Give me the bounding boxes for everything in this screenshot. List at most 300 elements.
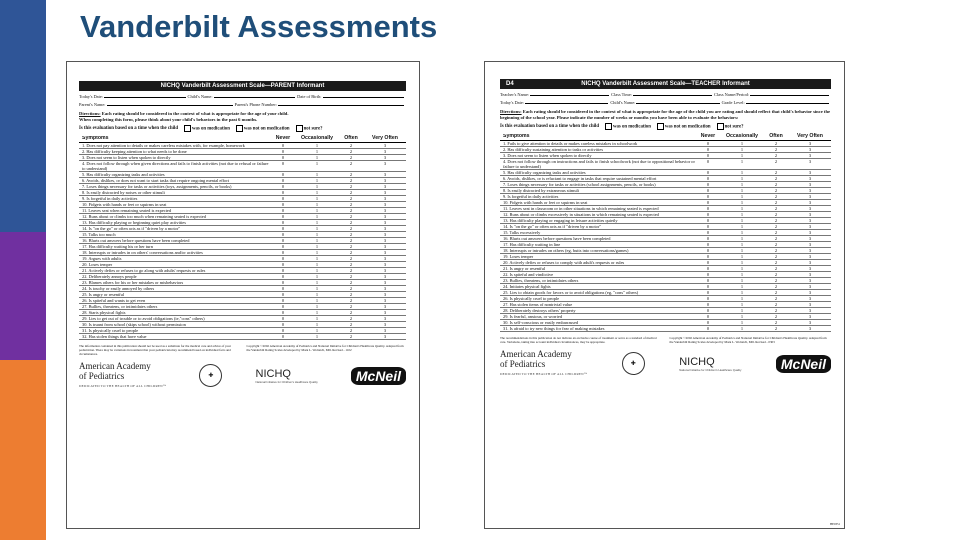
rating-option[interactable]: 2 — [349, 310, 353, 316]
symptom-text: 31. Is physically cruel to people — [82, 328, 139, 334]
rating-option[interactable]: 2 — [349, 262, 353, 268]
rating-option[interactable]: 3 — [808, 236, 812, 242]
rating-option[interactable]: 2 — [774, 236, 778, 242]
checkbox-not-sure[interactable] — [296, 125, 303, 132]
rating-option[interactable]: 2 — [774, 278, 778, 284]
rating-option[interactable]: 3 — [383, 172, 387, 178]
rating-option[interactable]: 3 — [383, 280, 387, 286]
rating-option[interactable]: 1 — [740, 314, 744, 320]
rating-option[interactable]: 2 — [349, 280, 353, 286]
rating-option[interactable]: 1 — [315, 161, 319, 167]
rating-option[interactable]: 1 — [315, 280, 319, 286]
rating-option[interactable]: 0 — [281, 143, 285, 149]
rating-option[interactable]: 0 — [281, 322, 285, 328]
symptom-text: 5. Has difficulty organizing tasks and activities — [82, 172, 165, 178]
rating-option[interactable]: 1 — [315, 334, 319, 340]
rating-option[interactable]: 0 — [706, 153, 710, 159]
rating-option[interactable]: 1 — [315, 316, 319, 322]
rating-option[interactable]: 1 — [740, 272, 744, 278]
rating-option[interactable]: 3 — [808, 218, 812, 224]
checkbox-on-medication[interactable] — [605, 123, 612, 130]
rating-option[interactable]: 3 — [383, 268, 387, 274]
symptom-text: 5. Has difficulty organizing tasks and activities — [503, 170, 586, 176]
rating-option[interactable]: 3 — [808, 254, 812, 260]
rating-option[interactable]: 1 — [740, 248, 744, 254]
rating-option[interactable]: 0 — [281, 316, 285, 322]
rating-option[interactable]: 3 — [808, 248, 812, 254]
symptom-text: 2. Has difficulty sustaining attention to tasks or activities — [503, 147, 604, 153]
rating-option[interactable]: 1 — [740, 302, 744, 308]
symptom-text: 29. Lies to get out of trouble or to avoid obligations (ie,"cons" others) — [82, 316, 205, 322]
symptom-text: 20. Loses temper — [82, 262, 113, 268]
rating-option[interactable]: 3 — [383, 178, 387, 184]
rating-option[interactable]: 1 — [315, 143, 319, 149]
rating-option[interactable]: 2 — [349, 172, 353, 178]
rating-option[interactable]: 1 — [740, 236, 744, 242]
rating-option[interactable]: 0 — [706, 254, 710, 260]
rating-option[interactable]: 0 — [281, 286, 285, 292]
rating-option[interactable]: 3 — [808, 290, 812, 296]
rating-option[interactable]: 3 — [808, 326, 812, 332]
symptom-text: 22. Deliberately annoys people — [82, 274, 137, 280]
teacher-symptoms-header: Symptoms Never Occasionally Often Very Often — [500, 134, 831, 141]
rating-option[interactable]: 2 — [774, 224, 778, 230]
rating-option[interactable]: 1 — [740, 147, 744, 153]
rating-option[interactable]: 0 — [281, 274, 285, 280]
rating-option[interactable]: 0 — [281, 310, 285, 316]
rating-option[interactable]: 2 — [349, 202, 353, 208]
rating-option[interactable]: 2 — [774, 248, 778, 254]
rating-option[interactable]: 0 — [706, 141, 710, 147]
rating-option[interactable]: 1 — [315, 238, 319, 244]
rating-option[interactable]: 0 — [706, 278, 710, 284]
rating-option[interactable]: 1 — [315, 208, 319, 214]
rating-option[interactable]: 2 — [349, 268, 353, 274]
rating-option[interactable]: 0 — [281, 208, 285, 214]
rating-option[interactable]: 3 — [383, 220, 387, 226]
rating-option[interactable]: 2 — [349, 238, 353, 244]
rating-option[interactable]: 2 — [774, 230, 778, 236]
rating-option[interactable]: 0 — [281, 226, 285, 232]
rating-option[interactable]: 0 — [281, 232, 285, 238]
rating-option[interactable]: 3 — [383, 334, 387, 340]
rating-option[interactable]: 2 — [349, 196, 353, 202]
rating-option[interactable]: 2 — [774, 284, 778, 290]
rating-option[interactable]: 3 — [383, 196, 387, 202]
rating-option[interactable]: 3 — [808, 230, 812, 236]
rating-option[interactable]: 3 — [383, 184, 387, 190]
rating-option[interactable]: 0 — [706, 320, 710, 326]
rating-option[interactable]: 1 — [315, 172, 319, 178]
rating-option[interactable]: 0 — [706, 302, 710, 308]
rating-option[interactable]: 3 — [808, 260, 812, 266]
rating-option[interactable]: 3 — [808, 278, 812, 284]
rating-option[interactable]: 2 — [349, 298, 353, 304]
rating-option[interactable]: 3 — [383, 298, 387, 304]
rating-option[interactable]: 0 — [281, 161, 285, 167]
rating-option[interactable]: 3 — [808, 188, 812, 194]
rating-option[interactable]: 3 — [383, 274, 387, 280]
rating-option[interactable]: 2 — [774, 272, 778, 278]
symptom-text: 25. Is angry or resentful — [82, 292, 125, 298]
rating-option[interactable]: 2 — [349, 149, 353, 155]
rating-option[interactable]: 2 — [349, 190, 353, 196]
parent-footer: The information contained in this publication should not be used as a substitute for the medical care and advice of your pediatrician. There may be variations in treatment that your pediatrician may recommend based on individual facts and circumstances. Copyright ©2002 American Academy of Pediatrics and National Initiative for Children's Healthcare Quality. Adapted from the Vanderbilt Rating Scales developed by Mark L. Wolraich, MD. Revised - 1102 — [79, 344, 404, 356]
rating-option[interactable]: 1 — [315, 220, 319, 226]
rating-option[interactable]: 3 — [808, 266, 812, 272]
rating-option[interactable]: 2 — [774, 302, 778, 308]
rating-option[interactable]: 2 — [349, 220, 353, 226]
rating-option[interactable]: 2 — [774, 159, 778, 165]
rating-option[interactable]: 3 — [383, 316, 387, 322]
rating-option[interactable]: 3 — [808, 242, 812, 248]
rating-option[interactable]: 0 — [281, 184, 285, 190]
rating-option[interactable]: 2 — [774, 194, 778, 200]
teacher-symptom-list — [500, 141, 831, 332]
rating-option[interactable]: 0 — [281, 155, 285, 161]
rating-option[interactable]: 3 — [808, 224, 812, 230]
rating-option[interactable]: 2 — [349, 328, 353, 334]
rating-option[interactable]: 0 — [706, 272, 710, 278]
rating-option[interactable]: 2 — [774, 176, 778, 182]
rating-option[interactable]: 3 — [808, 153, 812, 159]
rating-option[interactable]: 1 — [740, 218, 744, 224]
rating-option[interactable]: 3 — [383, 214, 387, 220]
symptom-text: 17. Has difficulty waiting in line — [503, 242, 561, 248]
rating-option[interactable]: 2 — [774, 290, 778, 296]
rating-option[interactable]: 3 — [808, 159, 812, 165]
rating-option[interactable]: 1 — [740, 320, 744, 326]
symptom-text: 21. Actively defies or refuses to go along with adults' requests or rules — [82, 268, 206, 274]
rating-option[interactable]: 1 — [315, 214, 319, 220]
symptom-text: 21. Is angry or resentful — [503, 266, 546, 272]
rating-option[interactable]: 1 — [315, 256, 319, 262]
rating-option[interactable]: 0 — [706, 242, 710, 248]
rating-option[interactable]: 2 — [774, 326, 778, 332]
rating-option[interactable]: 1 — [315, 149, 319, 155]
rating-option[interactable]: 3 — [808, 314, 812, 320]
rating-option[interactable]: 1 — [740, 182, 744, 188]
rating-option[interactable]: 2 — [774, 200, 778, 206]
rating-option[interactable]: 3 — [383, 190, 387, 196]
rating-option[interactable]: 2 — [349, 178, 353, 184]
rating-option[interactable]: 2 — [349, 226, 353, 232]
rating-option[interactable]: 0 — [281, 220, 285, 226]
rating-option[interactable]: 0 — [706, 314, 710, 320]
rating-option[interactable]: 1 — [740, 284, 744, 290]
rating-option[interactable]: 1 — [315, 196, 319, 202]
rating-option[interactable]: 3 — [808, 296, 812, 302]
rating-option[interactable]: 1 — [740, 170, 744, 176]
symptom-text: 19. Argues with adults — [82, 256, 122, 262]
rating-option[interactable]: 3 — [383, 292, 387, 298]
rating-option[interactable]: 0 — [281, 250, 285, 256]
rating-option[interactable]: 0 — [281, 238, 285, 244]
rating-option[interactable]: 2 — [774, 260, 778, 266]
rating-option[interactable]: 1 — [740, 153, 744, 159]
symptom-text: 7. Loses things necessary for tasks or activities (toys, assignments, pencils, or books) — [82, 184, 232, 190]
symptom-text: 23. Blames others for his or her mistakes or misbehaviors — [82, 280, 184, 286]
rating-option[interactable]: 2 — [774, 170, 778, 176]
rating-option[interactable]: 3 — [383, 304, 387, 310]
rating-option[interactable]: 3 — [383, 232, 387, 238]
rating-option[interactable]: 2 — [774, 141, 778, 147]
rating-option[interactable]: 0 — [706, 266, 710, 272]
rating-option[interactable]: 1 — [740, 290, 744, 296]
rating-option[interactable]: 1 — [315, 262, 319, 268]
rating-option[interactable]: 2 — [349, 214, 353, 220]
rating-option[interactable]: 3 — [383, 155, 387, 161]
symptom-text: 19. Loses temper — [503, 254, 534, 260]
rating-option[interactable]: 0 — [281, 178, 285, 184]
rating-option[interactable]: 2 — [774, 206, 778, 212]
rating-option[interactable]: 2 — [349, 286, 353, 292]
rating-option[interactable]: 2 — [774, 308, 778, 314]
rating-option[interactable]: 2 — [349, 322, 353, 328]
rating-option[interactable]: 2 — [774, 314, 778, 320]
symptom-row — [79, 161, 406, 172]
rating-option[interactable]: 1 — [740, 159, 744, 165]
checkbox-not-sure[interactable] — [717, 123, 724, 130]
checkbox-not-on-medication[interactable] — [657, 123, 664, 130]
rating-option[interactable]: 3 — [808, 272, 812, 278]
rating-option[interactable]: 2 — [774, 153, 778, 159]
rating-option[interactable]: 0 — [706, 159, 710, 165]
rating-option[interactable]: 0 — [706, 212, 710, 218]
rating-option[interactable]: 0 — [706, 176, 710, 182]
rating-option[interactable]: 3 — [808, 176, 812, 182]
teacher-form — [484, 61, 845, 529]
rating-option[interactable]: 3 — [383, 250, 387, 256]
rating-option[interactable]: 1 — [740, 141, 744, 147]
symptom-text: 17. Has difficulty waiting his or her turn — [82, 244, 153, 250]
rating-option[interactable]: 2 — [774, 242, 778, 248]
rating-option[interactable]: 1 — [315, 322, 319, 328]
rating-option[interactable]: 2 — [349, 292, 353, 298]
rating-option[interactable]: 1 — [315, 274, 319, 280]
rating-option[interactable]: 0 — [706, 188, 710, 194]
rating-option[interactable]: 0 — [281, 298, 285, 304]
rating-option[interactable]: 0 — [706, 170, 710, 176]
rating-option[interactable]: 3 — [383, 256, 387, 262]
teacher-footer: The recommendations in this publication do not indicate an exclusive course of treatment or serve as a standard of medical care. Variations, taking into account individual circumstances, may be appropriate. Copyright ©2002 American Academy of Pediatrics and National Initiative for Children's Healthcare Quality. Adapted from the Vanderbilt Rating Scales developed by Mark L. Wolraich, MD. Revised - 0303 — [500, 336, 827, 344]
symptom-text: 3. Does not seem to listen when spoken to directly — [82, 155, 171, 161]
symptom-text: 10. Fidgets with hands or feet or squirms in seat — [82, 202, 167, 208]
rating-option[interactable]: 2 — [349, 161, 353, 167]
rating-option[interactable]: 1 — [740, 296, 744, 302]
rating-option[interactable]: 0 — [706, 224, 710, 230]
rating-option[interactable]: 0 — [706, 248, 710, 254]
symptom-text: 4. Does not follow through when given directions and fails to finish activities (not due to refusal or failure to understand) — [82, 161, 269, 172]
rating-option[interactable]: 0 — [706, 290, 710, 296]
symptom-text: 16. Blurts out answers before questions have been completed — [82, 238, 190, 244]
rating-option[interactable]: 3 — [383, 202, 387, 208]
rating-option[interactable]: 0 — [706, 200, 710, 206]
rating-option[interactable]: 3 — [383, 262, 387, 268]
rating-option[interactable]: 3 — [383, 143, 387, 149]
rating-option[interactable]: 1 — [740, 254, 744, 260]
symptom-text: 22. Is spiteful and vindictive — [503, 272, 554, 278]
rating-option[interactable]: 0 — [706, 218, 710, 224]
rating-option[interactable]: 3 — [383, 238, 387, 244]
symptom-text: 23. Bullies, threatens, or intimidates others — [503, 278, 579, 284]
rating-option[interactable]: 2 — [349, 256, 353, 262]
rating-option[interactable]: 3 — [808, 206, 812, 212]
rating-option[interactable]: 1 — [315, 286, 319, 292]
rating-option[interactable]: 0 — [281, 196, 285, 202]
parent-info-row-1: Today's Date: Child's Name: Date of Birth: — [79, 94, 406, 99]
rating-option[interactable]: 1 — [740, 242, 744, 248]
rating-option[interactable]: 0 — [281, 256, 285, 262]
rating-option[interactable]: 3 — [808, 182, 812, 188]
rating-option[interactable]: 3 — [383, 226, 387, 232]
rating-option[interactable]: 0 — [281, 202, 285, 208]
rating-option[interactable]: 0 — [706, 308, 710, 314]
rating-option[interactable]: 1 — [315, 190, 319, 196]
rating-option[interactable]: 0 — [706, 194, 710, 200]
rating-option[interactable]: 2 — [349, 232, 353, 238]
symptom-text: 28. Deliberately destroys others' property — [503, 308, 576, 314]
rating-option[interactable]: 0 — [281, 334, 285, 340]
rating-option[interactable]: 0 — [281, 268, 285, 274]
rating-option[interactable]: 3 — [808, 141, 812, 147]
symptom-text: 12. Runs about or climbs too much when remaining seated is expected — [82, 214, 206, 220]
rating-option[interactable]: 0 — [281, 280, 285, 286]
rating-option[interactable]: 3 — [808, 200, 812, 206]
rating-option[interactable]: 2 — [349, 274, 353, 280]
rating-option[interactable]: 0 — [281, 149, 285, 155]
rating-option[interactable]: 1 — [315, 232, 319, 238]
rating-option[interactable]: 2 — [349, 155, 353, 161]
rating-option[interactable]: 1 — [315, 292, 319, 298]
rating-option[interactable]: 1 — [315, 304, 319, 310]
rating-option[interactable]: 3 — [808, 147, 812, 153]
rating-option[interactable]: 1 — [740, 194, 744, 200]
symptom-text: 27. Bullies, threatens, or intimidates others — [82, 304, 158, 310]
rating-option[interactable]: 1 — [740, 176, 744, 182]
rating-option[interactable]: 3 — [808, 194, 812, 200]
rating-option[interactable]: 1 — [315, 202, 319, 208]
rating-option[interactable]: 0 — [281, 244, 285, 250]
symptom-text: 28. Starts physical fights — [82, 310, 126, 316]
rating-option[interactable]: 1 — [315, 178, 319, 184]
rating-option[interactable]: 2 — [774, 182, 778, 188]
rating-option[interactable]: 3 — [808, 170, 812, 176]
symptom-text: 8. Is easily distracted by noises or other stimuli — [82, 190, 165, 196]
rating-option[interactable]: 0 — [281, 172, 285, 178]
rating-option[interactable]: 1 — [740, 188, 744, 194]
rating-option[interactable]: 2 — [774, 212, 778, 218]
mcneil-logo: McNeil — [351, 367, 406, 385]
rating-option[interactable]: 1 — [740, 308, 744, 314]
rating-option[interactable]: 1 — [740, 206, 744, 212]
rating-option[interactable]: 0 — [706, 284, 710, 290]
rating-option[interactable]: 2 — [774, 254, 778, 260]
parent-symptoms-header: Symptoms Never Occasionally Often Very Often — [79, 136, 406, 143]
rating-option[interactable]: 3 — [808, 308, 812, 314]
symptom-text: 2. Has difficulty keeping attention to what needs to be done — [82, 149, 187, 155]
rating-option[interactable]: 3 — [808, 320, 812, 326]
rating-option[interactable]: 3 — [383, 310, 387, 316]
rating-option[interactable]: 0 — [281, 304, 285, 310]
rating-option[interactable]: 2 — [349, 143, 353, 149]
rating-option[interactable]: 1 — [740, 230, 744, 236]
rating-option[interactable]: 1 — [740, 278, 744, 284]
rating-option[interactable]: 0 — [706, 236, 710, 242]
rating-option[interactable]: 1 — [315, 155, 319, 161]
page-code: HE0351 — [830, 522, 840, 526]
rating-option[interactable]: 1 — [740, 326, 744, 332]
rating-option[interactable]: 1 — [315, 226, 319, 232]
rating-option[interactable]: 1 — [315, 328, 319, 334]
rating-option[interactable]: 1 — [740, 260, 744, 266]
rating-option[interactable]: 2 — [349, 334, 353, 340]
symptom-row — [500, 326, 831, 332]
rating-option[interactable]: 3 — [383, 161, 387, 167]
rating-option[interactable]: 3 — [383, 149, 387, 155]
rating-option[interactable]: 1 — [315, 250, 319, 256]
rating-option[interactable]: 2 — [774, 188, 778, 194]
teacher-info-row-2: Today's Date: Child's Name: Grade Level: — [500, 100, 831, 105]
rating-option[interactable]: 2 — [349, 208, 353, 214]
aap-seal-icon: ✚ — [199, 364, 222, 387]
rating-option[interactable]: 2 — [774, 147, 778, 153]
rating-option[interactable]: 1 — [740, 212, 744, 218]
rating-option[interactable]: 0 — [706, 296, 710, 302]
rating-option[interactable]: 2 — [774, 296, 778, 302]
rating-option[interactable]: 2 — [774, 266, 778, 272]
rating-option[interactable]: 1 — [315, 268, 319, 274]
rating-option[interactable]: 3 — [383, 208, 387, 214]
rating-option[interactable]: 1 — [740, 266, 744, 272]
rating-option[interactable]: 0 — [706, 230, 710, 236]
rating-option[interactable]: 2 — [349, 304, 353, 310]
accent-bar-blue — [0, 0, 46, 232]
rating-option[interactable]: 1 — [315, 310, 319, 316]
rating-option[interactable]: 3 — [383, 328, 387, 334]
rating-option[interactable]: 0 — [281, 292, 285, 298]
rating-option[interactable]: 0 — [281, 214, 285, 220]
rating-option[interactable]: 0 — [706, 326, 710, 332]
rating-option[interactable]: 1 — [315, 184, 319, 190]
rating-option[interactable]: 3 — [383, 286, 387, 292]
rating-option[interactable]: 3 — [808, 284, 812, 290]
checkbox-on-medication[interactable] — [184, 125, 191, 132]
rating-option[interactable]: 3 — [808, 302, 812, 308]
rating-option[interactable]: 0 — [281, 328, 285, 334]
rating-option[interactable]: 2 — [349, 316, 353, 322]
rating-option[interactable]: 1 — [315, 298, 319, 304]
rating-option[interactable]: 2 — [774, 320, 778, 326]
rating-option[interactable]: 0 — [281, 262, 285, 268]
rating-option[interactable]: 2 — [349, 184, 353, 190]
rating-option[interactable]: 1 — [740, 224, 744, 230]
rating-option[interactable]: 2 — [349, 250, 353, 256]
rating-option[interactable]: 0 — [706, 260, 710, 266]
rating-option[interactable]: 1 — [740, 200, 744, 206]
rating-option[interactable]: 2 — [349, 244, 353, 250]
rating-option[interactable]: 3 — [383, 322, 387, 328]
rating-option[interactable]: 0 — [706, 206, 710, 212]
rating-option[interactable]: 0 — [281, 190, 285, 196]
rating-option[interactable]: 2 — [774, 218, 778, 224]
rating-option[interactable]: 0 — [706, 182, 710, 188]
checkbox-not-on-medication[interactable] — [236, 125, 243, 132]
rating-option[interactable]: 0 — [706, 147, 710, 153]
rating-option[interactable]: 3 — [383, 244, 387, 250]
rating-option[interactable]: 3 — [808, 212, 812, 218]
rating-option[interactable]: 1 — [315, 244, 319, 250]
